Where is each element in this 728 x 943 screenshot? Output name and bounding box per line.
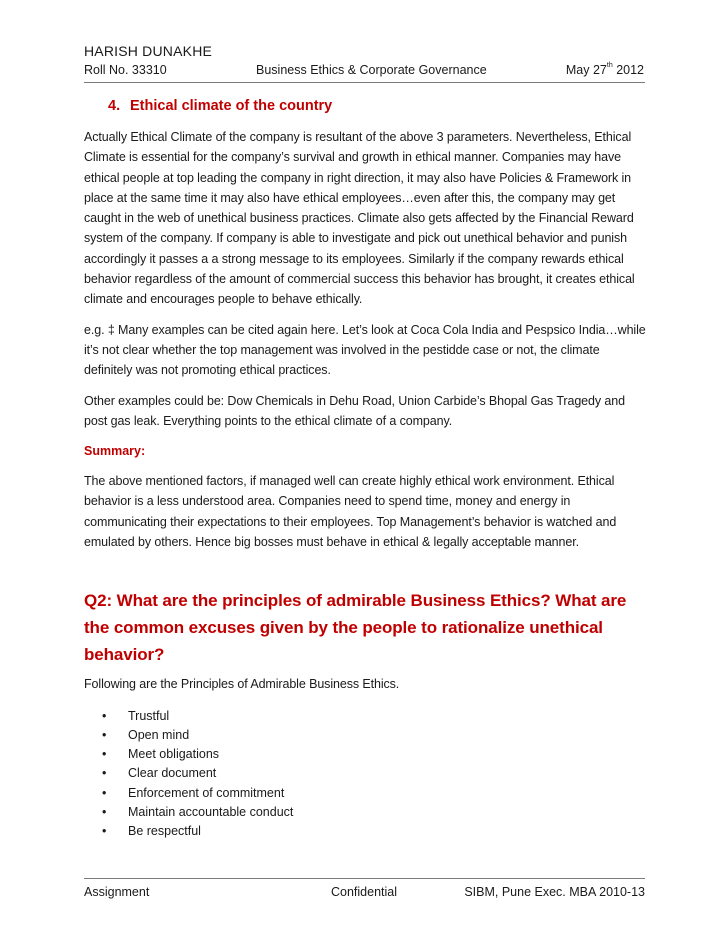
section-title-text: Ethical climate of the country xyxy=(130,98,333,114)
summary-paragraph: The above mentioned factors, if managed well can create highly ethical work environment. Ethical behavior is a less understood area. Companies need to spend time, money and energy in communicating their expectations to their employees. Top Management’s behavior is watched and emulated by others. Hence big bosses must behave in ethical & legally acceptable manner. xyxy=(84,474,617,550)
page-footer xyxy=(84,882,645,902)
header-date xyxy=(566,60,644,80)
page-body xyxy=(84,96,646,841)
header-divider xyxy=(84,82,645,83)
principle-text: Be respectful xyxy=(128,823,201,838)
footer-right: SIBM, Pune Exec. MBA 2010-13 xyxy=(464,885,645,899)
paragraph-example: e.g. ‡ Many examples can be cited again here. Let’s look at Coca Cola India and Pespsico India…while it’s not clear whether the top management was involved in the pestidde case or not, the climate definitely was not promoting ethical practices. xyxy=(84,322,646,378)
principle-text: Open mind xyxy=(128,727,190,742)
section-number: 4. xyxy=(108,98,121,114)
bullet-icon: • xyxy=(102,785,107,800)
paragraph-other-examples: Other examples could be: Dow Chemicals in Dehu Road, Union Carbide’s Bhopal Gas Tragedy and post gas leak. Everything points to the ethical climate of a company. xyxy=(84,393,625,428)
page-header xyxy=(84,42,644,80)
principle-text: Trustful xyxy=(128,708,170,723)
principle-text: Maintain accountable conduct xyxy=(128,804,294,819)
bullet-icon: • xyxy=(102,823,107,838)
header-info-row xyxy=(84,60,644,80)
date-ordinal: th xyxy=(606,62,613,69)
principle-text: Meet obligations xyxy=(128,747,220,762)
summary-heading: Summary: xyxy=(84,444,146,459)
bullet-icon: • xyxy=(102,766,107,781)
list-item xyxy=(84,707,646,726)
author-name: HARISH DUNAKHE xyxy=(84,43,213,59)
date-year: 2012 xyxy=(612,63,644,77)
list-item xyxy=(84,745,646,764)
principles-list xyxy=(84,707,646,841)
list-item xyxy=(84,784,646,803)
date-main: May 27 xyxy=(565,63,607,77)
paragraph-ethical-climate: Actually Ethical Climate of the company is resultant of the above 3 parameters. Nevertheless, Ethical Climate is essential for the company’s survival and growth in ethical manner. Companies may have ethical people at top leading the company in right direction, it may also have Policies & Framework in place at the same time it may also have ethical employees…even after this, the company may get caught in the web of unethical business practices. Climate also gets affected by the Financial Reward system of the company. If company is able to investigate and pick out unethical behavior and punish accordingly it passes a a strong message to its employees. Similarly if the company rewards ethical behavior regardless of the amount of commercial success this behavior has brought, it creates ethical climate and encourages people to behave ethically. xyxy=(84,130,635,307)
bullet-icon: • xyxy=(102,747,107,762)
section-heading xyxy=(108,96,646,116)
course-title: Business Ethics & Corporate Governance xyxy=(256,63,487,77)
list-item xyxy=(84,726,646,745)
principles-intro: Following are the Principles of Admirable Business Ethics. xyxy=(84,677,400,692)
question-2-heading: Q2: What are the principles of admirable Business Ethics? What are the common excuses given by the people to rationalize unethical behavior? xyxy=(84,591,627,664)
principle-text: Clear document xyxy=(128,766,217,781)
footer-divider xyxy=(84,878,645,879)
principle-text: Enforcement of commitment xyxy=(128,785,285,800)
footer-left: Assignment xyxy=(84,885,150,899)
bullet-icon: • xyxy=(102,727,107,742)
bullet-icon: • xyxy=(102,804,107,819)
list-item xyxy=(84,803,646,822)
bullet-icon: • xyxy=(102,708,107,723)
roll-number: Roll No. 33310 xyxy=(84,63,167,77)
footer-middle: Confidential xyxy=(331,885,398,899)
list-item xyxy=(84,764,646,783)
list-item xyxy=(84,822,646,841)
